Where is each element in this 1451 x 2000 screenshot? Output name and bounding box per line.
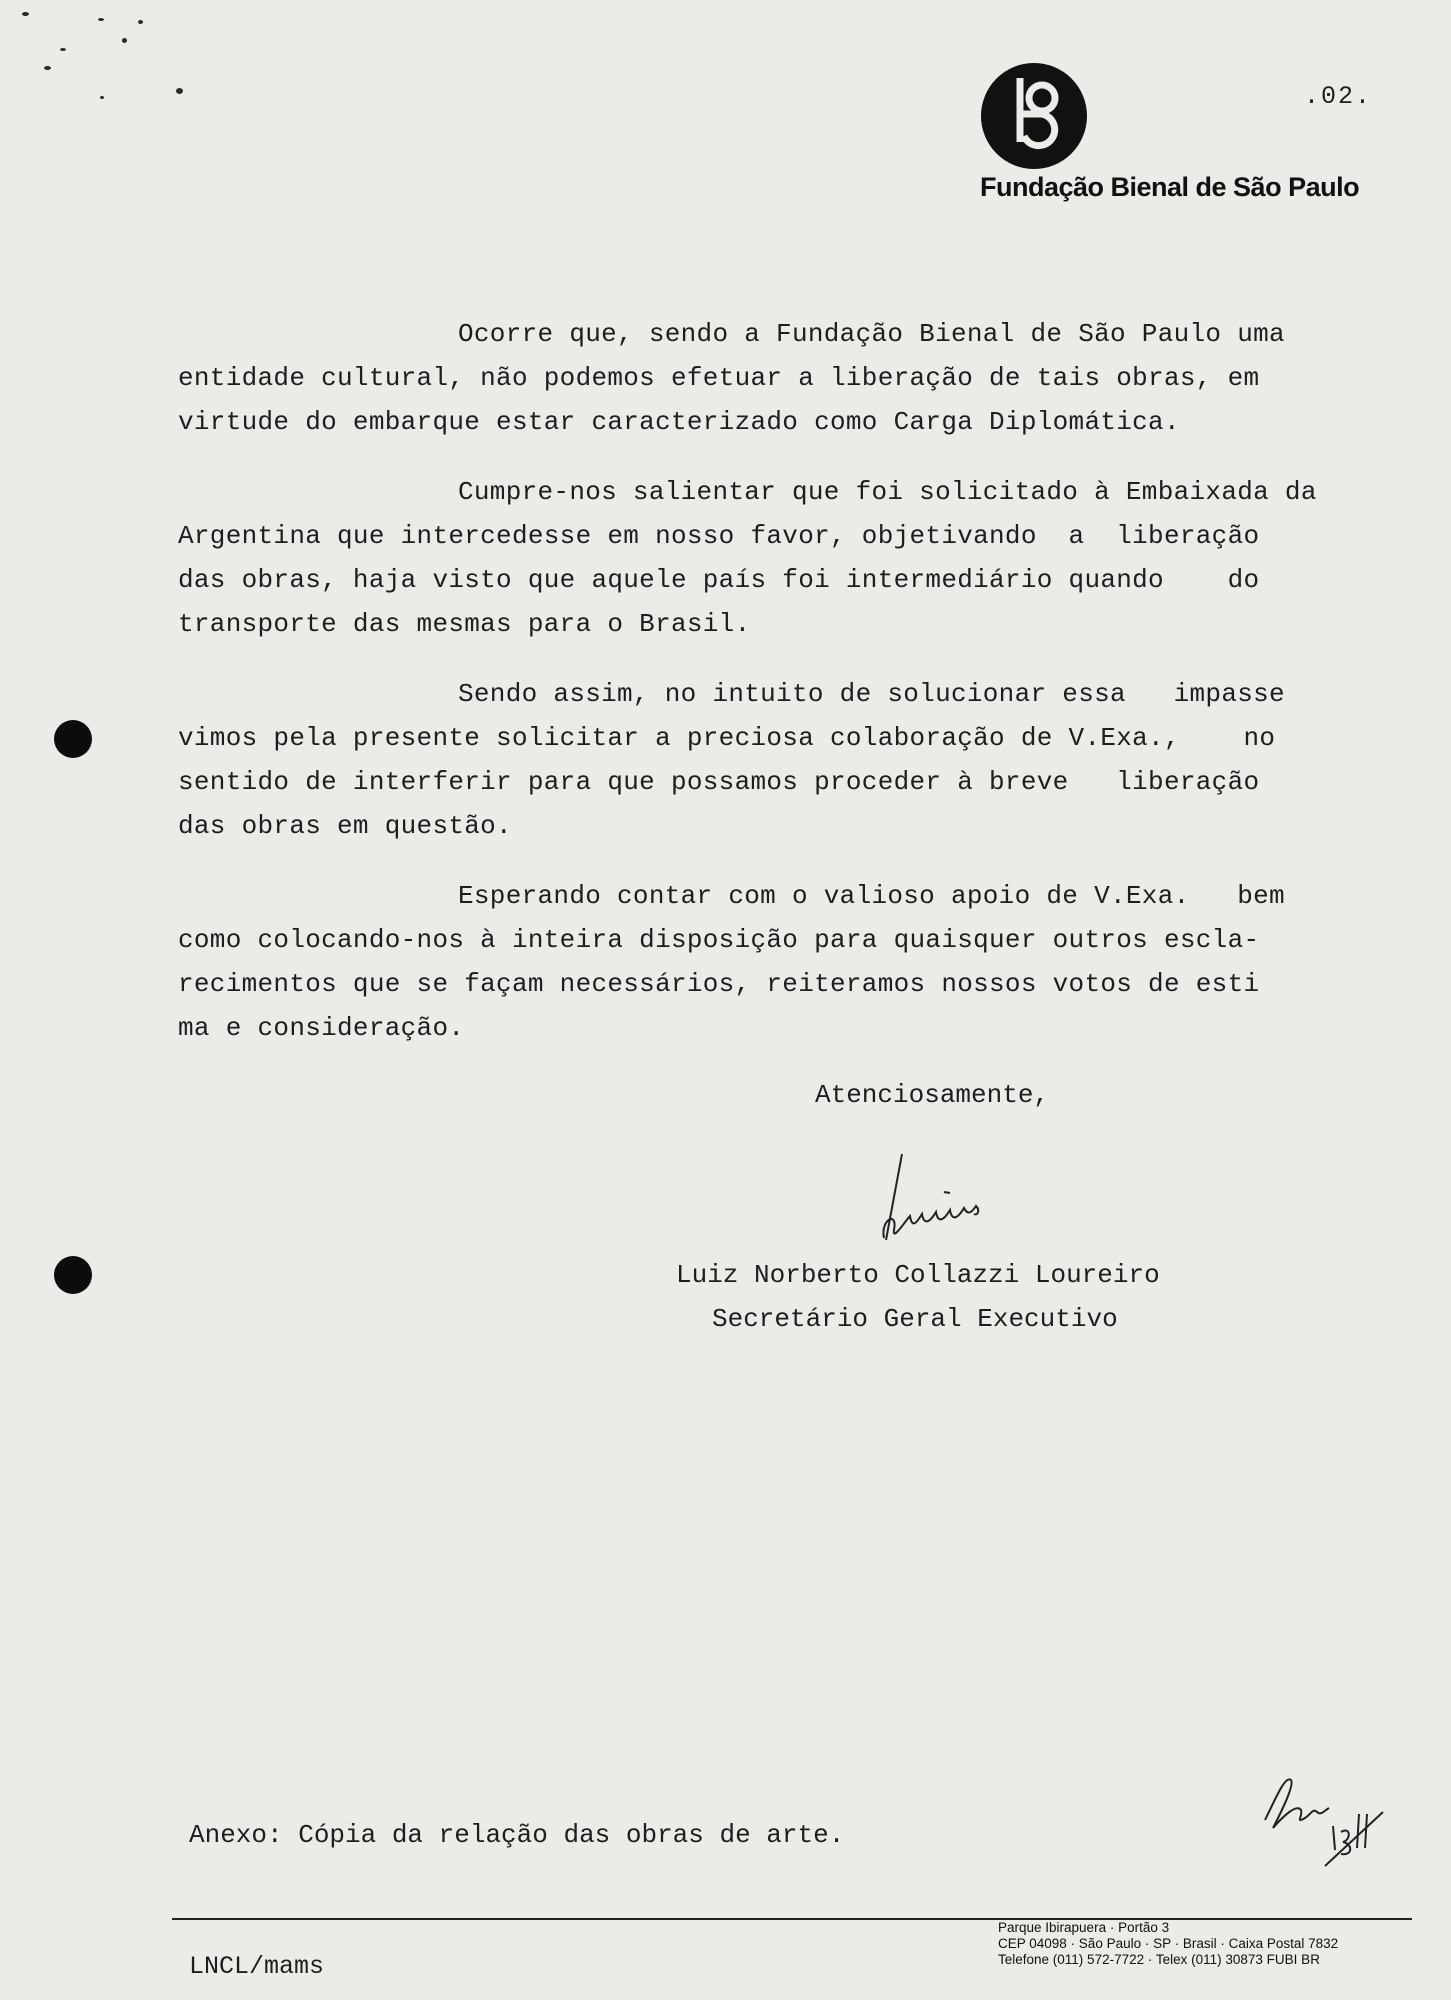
paper-speck [176, 88, 183, 94]
paragraph [178, 672, 1378, 848]
paragraph-line: entidade cultural, não podemos efetuar a liberação de tais obras, em [178, 363, 1260, 393]
paragraph-line: Sendo assim, no intuito de solucionar essa impasse [458, 679, 1285, 709]
paragraph-line: Ocorre que, sendo a Fundação Bienal de São Paulo uma [458, 319, 1285, 349]
handwritten-initials [1255, 1770, 1415, 1880]
paragraph-line: Cumpre-nos salientar que foi solicitado à Embaixada da [458, 477, 1317, 507]
paragraph-line: como colocando-nos à inteira disposição para quaisquer outros escla- [178, 925, 1260, 955]
paragraph [178, 874, 1378, 1050]
paper-speck [122, 38, 127, 43]
page-number: .02. [1304, 82, 1373, 111]
reference-initials: LNCL/mams [189, 1952, 325, 1981]
address-line: Telefone (011) 572-7722 · Telex (011) 30873 FUBI BR [998, 1952, 1320, 1967]
closing-salutation: Atenciosamente, [815, 1080, 1050, 1110]
paper-speck [44, 66, 51, 70]
bienal-logo-icon [980, 62, 1088, 170]
organization-name: Fundação Bienal de São Paulo [980, 172, 1360, 202]
paragraph-line: ma e consideração. [178, 1013, 465, 1043]
paragraph-line: vimos pela presente solicitar a preciosa colaboração de V.Exa., no [178, 723, 1276, 753]
paragraph-line: Argentina que intercedesse em nosso favor, objetivando a liberação [178, 521, 1260, 551]
paper-speck [22, 12, 29, 16]
signatory-title: Secretário Geral Executivo [712, 1304, 1118, 1334]
punch-hole-lower [54, 1256, 92, 1294]
paper-speck [100, 96, 104, 99]
paper-speck [138, 20, 143, 24]
signatory-name: Luiz Norberto Collazzi Loureiro [676, 1260, 1160, 1290]
paragraph [178, 312, 1378, 444]
punch-hole-upper [54, 720, 92, 758]
paragraph-line: virtude do embarque estar caracterizado como Carga Diplomática. [178, 407, 1180, 437]
paragraph [178, 470, 1378, 646]
paragraph-line: recimentos que se façam necessários, reiteramos nossos votos de esti [178, 969, 1260, 999]
paper-speck [60, 48, 66, 51]
paper-speck [98, 18, 104, 21]
footer-address [998, 1920, 1338, 1968]
paragraph-line: transporte das mesmas para o Brasil. [178, 609, 751, 639]
bienal-logo [980, 62, 1088, 170]
handwritten-signature [840, 1150, 1040, 1270]
paragraph-line: das obras em questão. [178, 811, 512, 841]
annex-note: Anexo: Cópia da relação das obras de arte. [189, 1820, 845, 1850]
paragraph-line: das obras, haja visto que aquele país foi intermediário quando do [178, 565, 1260, 595]
address-line: Parque Ibirapuera · Portão 3 [998, 1920, 1170, 1935]
paragraph-line: sentido de interferir para que possamos proceder à breve liberação [178, 767, 1260, 797]
paragraph-line: Esperando contar com o valioso apoio de V.Exa. bem [458, 881, 1285, 911]
address-line: CEP 04098 · São Paulo · SP · Brasil · Caixa Postal 7832 [998, 1936, 1339, 1951]
letter-body [178, 312, 1378, 1076]
signature-block [676, 1253, 1160, 1341]
